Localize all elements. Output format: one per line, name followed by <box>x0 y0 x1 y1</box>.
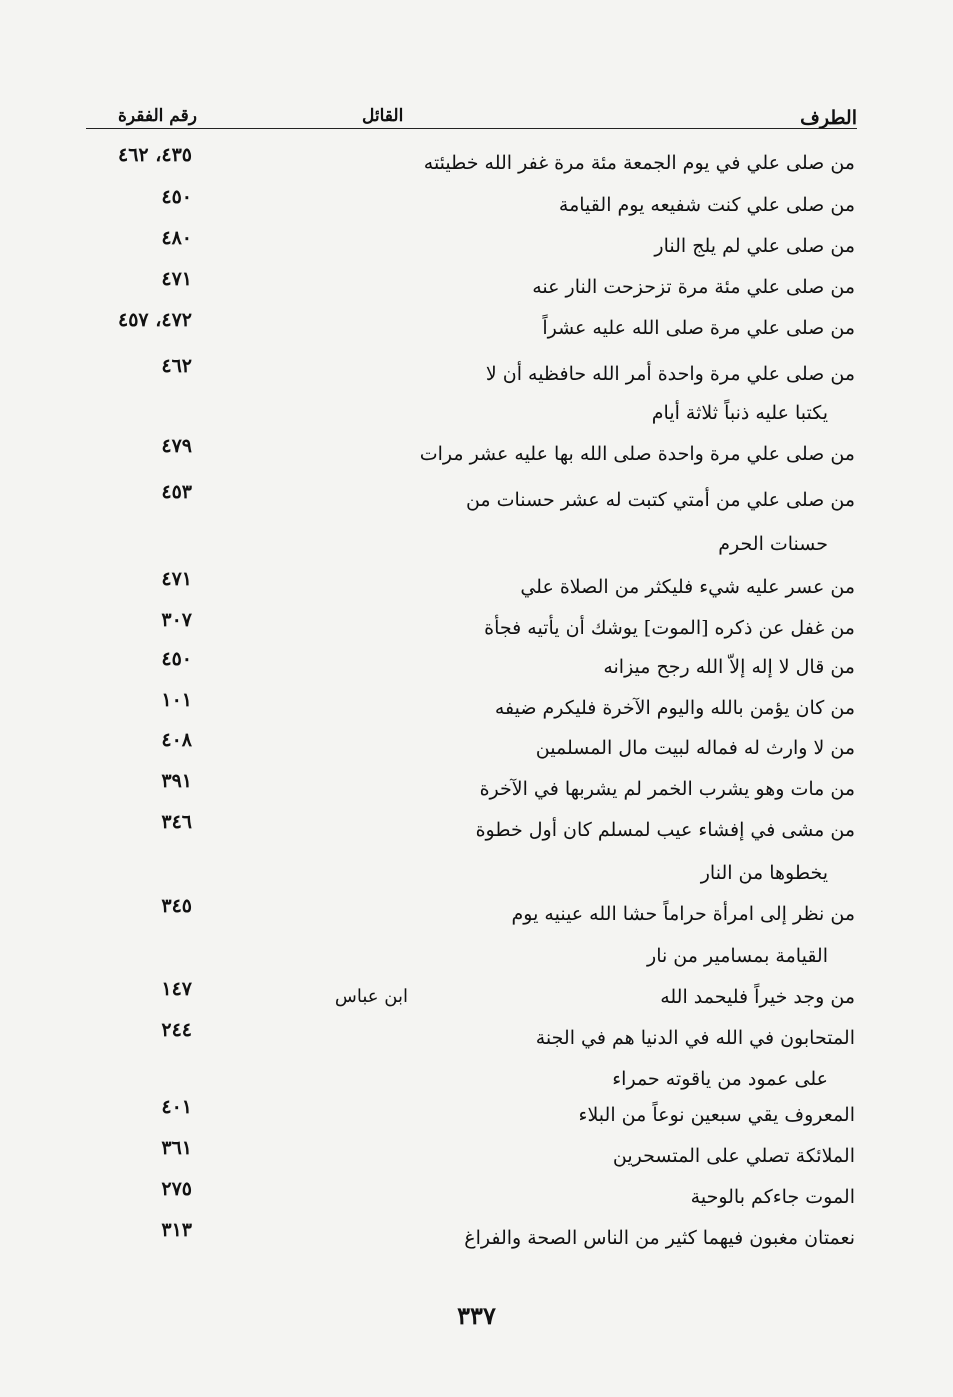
entry-text: من مشى في إفشاء عيب لمسلم كان أول خطوة <box>475 819 855 841</box>
entry-paragraph-number: ٤٦٢ <box>161 355 192 377</box>
entry-paragraph-number: ٤٠٨ <box>161 729 192 751</box>
entry-text: من مات وهو يشرب الخمر لم يشربها في الآخرة <box>479 778 855 800</box>
entry-text: المعروف يقي سبعين نوعاً من البلاء <box>578 1104 855 1126</box>
entry-paragraph-number: ٣٤٥ <box>161 895 192 917</box>
entry-text: من غفل عن ذكره [الموت] يوشك أن يأتيه فجأة <box>484 617 855 639</box>
entry-text: من عسر عليه شيء فليكثر من الصلاة علي <box>520 576 855 598</box>
entry-text: من كان يؤمن بالله واليوم الآخرة فليكرم ضيفه <box>494 697 855 719</box>
entry-text: الموت جاءكم بالوحية <box>690 1186 855 1208</box>
entry-text-continuation: القيامة بمسامير من نار <box>647 945 828 967</box>
entry-text-continuation: على عمود من ياقوته حمراء <box>612 1068 828 1090</box>
entry-text: من لا وارث له فماله لبيت مال المسلمين <box>535 737 855 759</box>
entry-paragraph-number: ٤٠١ <box>161 1096 192 1118</box>
entry-text-continuation: يخطوها من النار <box>700 862 828 884</box>
entry-paragraph-number: ٤٥٠ <box>161 648 192 670</box>
entry-text-continuation: يكتبا عليه ذنباً ثلاثة أيام <box>651 402 828 424</box>
entry-text: من صلى علي من أمتي كتبت له عشر حسنات من <box>465 489 855 511</box>
entry-paragraph-number: ٣٠٧ <box>161 609 192 631</box>
entry-text-continuation: حسنات الحرم <box>718 533 828 555</box>
entry-paragraph-number: ٣٩١ <box>161 770 192 792</box>
entry-paragraph-number: ٣٤٦ <box>161 811 192 833</box>
entry-paragraph-number: ٤٥٠ <box>161 186 192 208</box>
entry-text: من صلى علي مئة مرة تزحزحت النار عنه <box>532 276 855 298</box>
entry-text: من صلى علي مرة واحدة صلى الله بها عليه عشر مرات <box>419 443 855 465</box>
entry-paragraph-number: ٣٦١ <box>161 1137 192 1159</box>
entry-text: من صلى علي كنت شفيعه يوم القيامة <box>558 194 855 216</box>
header-taraf: الطرف <box>800 107 857 129</box>
header-qail: القائل <box>362 106 404 126</box>
entry-text: نعمتان مغبون فيهما كثير من الناس الصحة والفراغ <box>464 1227 855 1249</box>
entry-text: من نظر إلى امرأة حراماً حشا الله عينيه يوم <box>511 903 855 925</box>
entry-text: المتحابون في الله في الدنيا هم في الجنة <box>535 1027 855 1049</box>
entry-text: من صلى علي لم يلج النار <box>654 235 855 257</box>
entry-text: من قال لا إله إلاّ الله رجح ميزانه <box>603 656 855 678</box>
entry-text: الملائكة تصلي على المتسحرين <box>612 1145 855 1167</box>
header-rule <box>86 128 857 129</box>
entry-paragraph-number: ٤٣٥، ٤٦٢ <box>118 144 192 166</box>
entry-text: من صلى علي في يوم الجمعة مئة مرة غفر الله خطيئته <box>423 152 855 174</box>
header-paragraph-number: رقم الفقرة <box>118 106 197 126</box>
entry-paragraph-number: ١٤٧ <box>161 978 192 1000</box>
entry-text: من وجد خيراً فليحمد الله <box>660 986 855 1008</box>
entry-paragraph-number: ٢٧٥ <box>161 1178 192 1200</box>
entry-paragraph-number: ٤٥٣ <box>161 481 192 503</box>
entry-paragraph-number: ٤٧٢، ٤٥٧ <box>118 309 192 331</box>
entry-text: من صلى علي مرة صلى الله عليه عشراً <box>542 317 855 339</box>
entry-narrator: ابن عباس <box>334 986 408 1007</box>
entry-text: من صلى علي مرة واحدة أمر الله حافظيه أن لا <box>485 363 855 385</box>
entry-paragraph-number: ٤٧١ <box>161 268 192 290</box>
entry-paragraph-number: ٢٤٤ <box>161 1019 192 1041</box>
entry-paragraph-number: ٤٨٠ <box>161 227 192 249</box>
entry-paragraph-number: ٣١٣ <box>161 1219 192 1241</box>
entry-paragraph-number: ٤٧٩ <box>161 435 192 457</box>
entry-paragraph-number: ١٠١ <box>161 689 192 711</box>
page-number: ٣٣٧ <box>457 1301 496 1330</box>
entry-paragraph-number: ٤٧١ <box>161 568 192 590</box>
